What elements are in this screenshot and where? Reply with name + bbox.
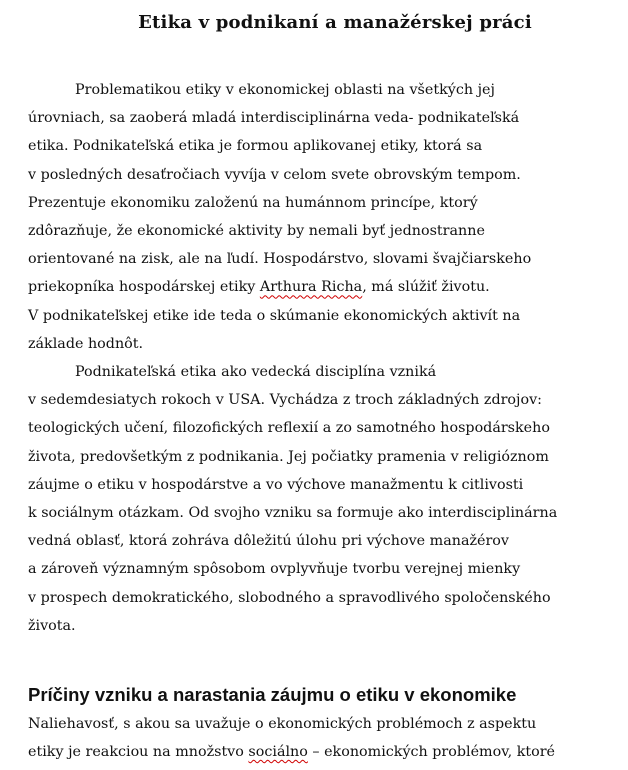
paragraph-line: orientované na zisk, ale na ľudí. Hospodárstvo, slovami švajčiarskeho <box>28 251 532 268</box>
paragraph-line: V podnikateľskej etike ide teda o skúmanie ekonomických aktivít na <box>28 307 521 324</box>
paragraph-line: úrovniach, sa zaoberá mladá interdisciplinárna veda- podnikateľská <box>28 110 520 127</box>
paragraph-line: Prezentuje ekonomiku založenú na humánnom princípe, ktorý <box>28 194 478 211</box>
paragraph-line: života, predovšetkým z podnikania. Jej počiatky pramenia v religióznom <box>28 448 549 465</box>
paragraph-line <box>28 738 608 766</box>
section-text <box>28 710 608 766</box>
paragraph-line <box>28 273 608 301</box>
spellcheck-word: Arthura Richa <box>259 279 363 296</box>
paragraph-line: v posledných desaťročiach vyvíja v celom svete obrovským tempom. <box>28 166 521 183</box>
document-title: Etika v podnikaní a manažérskej práci <box>138 12 532 33</box>
paragraph-line: vedná oblasť, ktorá zohráva dôležitú úlohu pri výchove manažérov <box>28 533 509 550</box>
paragraph-line: záujme o etiku v hospodárstve a vo výchove manažmentu k citlivosti <box>28 476 524 493</box>
paragraph-line: a zároveň významným spôsobom ovplyvňuje tvorbu verejnej mienky <box>28 561 521 578</box>
text-run: etiky je reakciou na množstvo <box>28 744 249 761</box>
section-heading: Príčiny vzniku a narastania záujmu o etiku v ekonomike <box>28 684 517 705</box>
paragraph-line: Problematikou etiky v ekonomickej oblasti na všetkých jej <box>75 82 495 98</box>
paragraph-line: základe hodnôt. <box>28 335 144 352</box>
paragraph-line: v prospech demokratického, slobodného a spravodlivého spoločenského <box>28 589 551 606</box>
paragraph-line: zdôrazňuje, že ekonomické aktivity by nemali byť jednostranne <box>28 223 485 240</box>
text-run: – ekonomických problémov, ktoré <box>307 744 556 761</box>
paragraph-line: teologických učení, filozofických reflexií a zo samotného hospodárskeho <box>28 420 550 437</box>
paragraph-line: života. <box>28 617 76 634</box>
paragraph-line: k sociálnym otázkam. Od svojho vzniku sa formuje ako interdisciplinárna <box>28 505 558 522</box>
spellcheck-word: sociálno <box>248 744 308 761</box>
paragraph-line: Naliehavosť, s akou sa uvažuje o ekonomických problémoch z aspektu <box>28 716 537 732</box>
paragraph-line: etika. Podnikateľská etika je formou aplikovanej etiky, ktorá sa <box>28 138 483 155</box>
paragraph-line: Podnikateľská etika ako vedecká disciplína vzniká <box>75 364 437 381</box>
text-run: , má slúžiť životu. <box>362 279 490 296</box>
body-text <box>28 76 608 640</box>
paragraph-line: v sedemdesiatych rokoch v USA. Vychádza z troch základných zdrojov: <box>28 392 542 409</box>
text-run: priekopníka hospodárskej etiky <box>28 279 260 296</box>
